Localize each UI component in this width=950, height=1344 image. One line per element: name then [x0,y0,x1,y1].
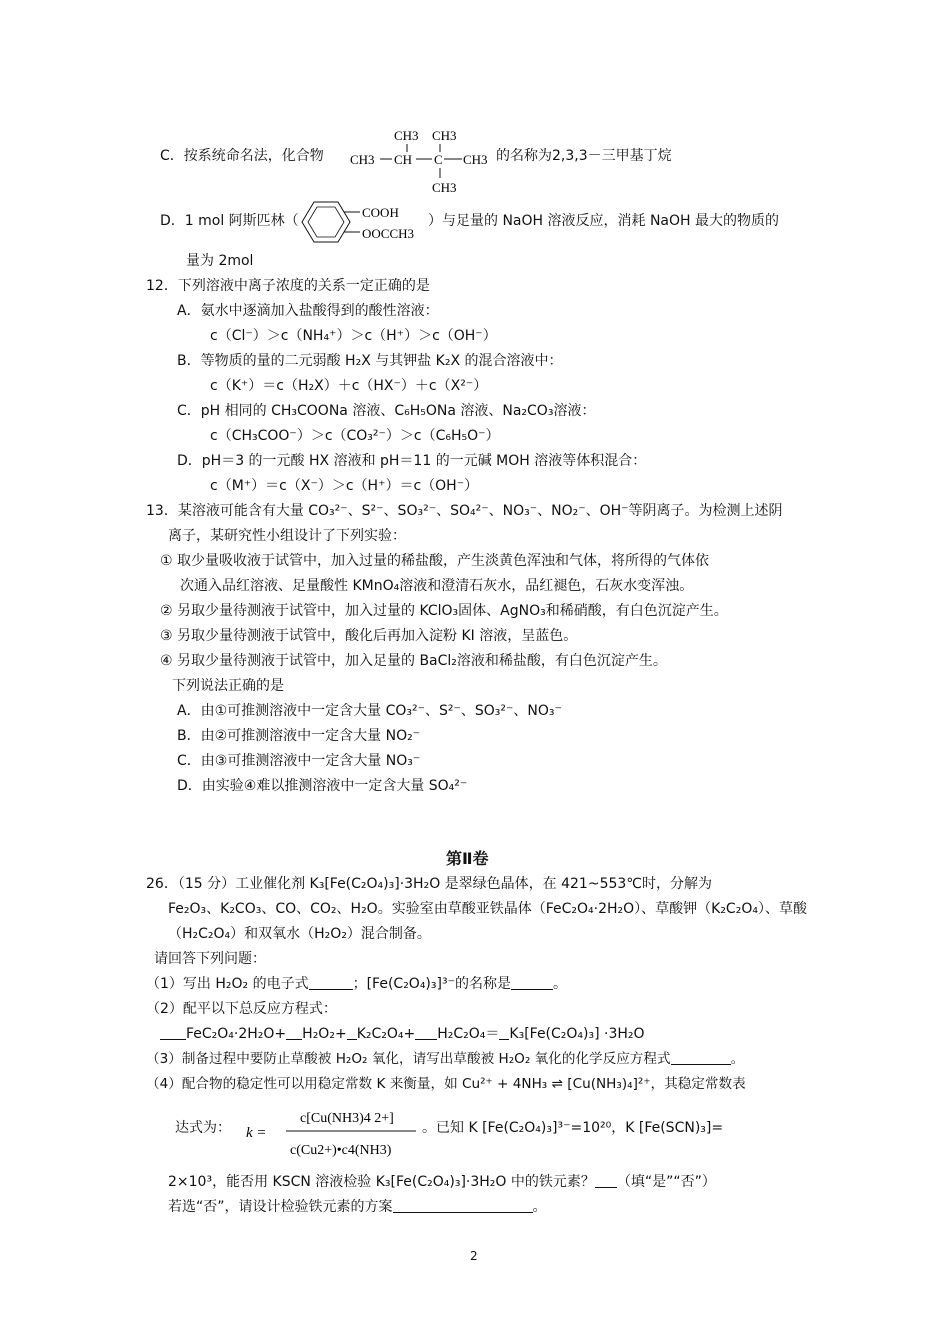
coef-blank-2[interactable] [286,1025,302,1040]
q11-option-d-text: D．1 mol 阿斯匹林（ [160,213,299,229]
q26-part2: （2）配平以下总反应方程式： [146,1001,337,1017]
q12-option-d-eq: c（M⁺）＝c（X⁻）＞c（H⁺）＝c（OH⁻） [210,478,479,494]
q13-option-a: A．由①可推测溶液中一定含大量 CO₃²⁻、S²⁻、SO₃²⁻、NO₃⁻ [177,703,562,719]
stability-constant-formula [244,1100,424,1162]
q26-balance-equation: FeC₂O₄·2H₂O+ H₂O₂+ K₂C₂O₄+ H₂C₂O₄＝ K₃[Fe(C₂O₄)₃] ·3H₂O [160,1024,645,1044]
q12-option-c-eq: c（CH₃COO⁻）＞c（CO₃²⁻）＞c（C₆H₅O⁻） [210,428,500,444]
q26-part4-line3: 若选“否”，请设计检验铁元素的方案 。 [168,1199,547,1215]
q13-exp1-line2: 次通入品红溶液、足量酸性 KMnO₄溶液和澄清石灰水，品红褪色，石灰水变浑浊。 [180,578,694,594]
page-number: 2 [470,1249,478,1263]
aspirin-structure [296,198,430,248]
q12-option-d: D．pH＝3 的一元酸 HX 溶液和 pH＝11 的一元碱 MOH 溶液等体积混合： [177,453,647,469]
q12-option-b: B．等物质的量的二元弱酸 H₂X 与其钾盐 K₂X 的混合溶液中： [177,353,563,369]
answer-blank-electron-formula[interactable] [309,975,353,990]
q26-part3: （3）制备过程中要防止草酸被 H₂O₂ 氧化，请写出草酸被 H₂O₂ 氧化的化学反应方程式 。 [146,1051,745,1067]
q26-line3: （H₂C₂O₄）和双氧水（H₂O₂）混合制备。 [168,926,431,942]
struct-ch3-left: CH3 [350,152,375,167]
q13-stem-line1: 13．某溶液可能含有大量 CO₃²⁻、S²⁻、SO₃²⁻、SO₄²⁻、NO₃⁻、NO₂⁻、OH⁻等阴离子。为检测上述阴 [146,503,783,519]
coef-blank-3[interactable] [347,1025,357,1040]
q12-stem: 12．下列溶液中离子浓度的关系一定正确的是 [146,278,430,294]
answer-blank-oxidation-equation[interactable] [671,1050,731,1065]
q12-option-a-eq: c（Cl⁻）＞c（NH₄⁺）＞c（H⁺）＞c（OH⁻） [210,328,497,344]
q11-option-d-tail: ）与足量的 NaOH 溶液反应，消耗 NaOH 最大的物质的 [428,213,779,229]
formula-k: k = [246,1125,267,1141]
q26-part1: （1）写出 H₂O₂ 的电子式 ；[Fe(C₂O₄)₃]³⁻的名称是 。 [146,976,567,992]
coef-blank-5[interactable] [499,1025,509,1040]
q12-option-a: A．氨水中逐滴加入盐酸得到的酸性溶液： [177,303,439,319]
q12-option-c: C．pH 相同的 CH₃COONa 溶液、C₆H₅ONa 溶液、Na₂CO₃溶液： [177,403,596,419]
answer-blank-iron-test-plan[interactable] [393,1198,533,1213]
struct-ch3-top1: CH3 [394,128,419,143]
q13-option-b: B．由②可推测溶液中一定含大量 NO₂⁻ [177,728,421,744]
q26-part4-expr-label: 达式为： [175,1120,231,1136]
q13-ask: 下列说法正确的是 [172,678,284,694]
formula-denominator: c(Cu2+)•c4(NH3) [290,1143,392,1158]
struct-ch3-top2: CH3 [432,128,457,143]
q13-exp4: ④ 另取少量待测液于试管中，加入足量的 BaCl₂溶液和稀盐酸，有白色沉淀产生。 [160,653,667,669]
q13-stem-line2: 离子，某研究性小组设计了下列实验： [168,528,406,544]
q26-line2: Fe₂O₃、K₂CO₃、CO、CO₂、H₂O。实验室由草酸亚铁晶体（FeC₂O₄·2H₂O）、草酸钾（K₂C₂O₄）、草酸 [168,901,807,917]
struct-ch3-right: CH3 [463,152,488,167]
q13-exp2: ② 另取少量待测液于试管中，加入过量的 KClO₃固体、AgNO₃和稀硝酸，有白色沉淀产生。 [160,603,728,619]
part2-title: 第Ⅱ卷 [446,849,489,868]
q11-option-c-tail: 的名称为2,3,3－三甲基丁烷 [496,148,672,164]
formula-numerator: c[Cu(NH3)4 2+] [300,1111,394,1126]
q12-option-b-eq: c（K⁺）＝c（H₂X）＋c（HX⁻）＋c（X²⁻） [210,378,488,394]
struct-ch3-bottom: CH3 [432,180,457,195]
q11-option-c-text: C．按系统命名法，化合物 [160,148,324,164]
q13-option-d: D．由实验④难以推测溶液中一定含大量 SO₄²⁻ [177,778,468,794]
q26-part4-known: 。已知 K [Fe(C₂O₄)₃]³⁻=10²⁰，K [Fe(SCN)₃]= [422,1120,724,1136]
q11-structural-formula [350,124,500,198]
aspirin-ester: OOCCH3 [362,226,415,241]
coef-blank-1[interactable] [160,1025,186,1040]
struct-ch: CH [394,152,413,167]
q13-option-c: C．由③可推测溶液中一定含大量 NO₃⁻ [177,753,421,769]
struct-c: C [434,152,443,167]
q26-ask: 请回答下列问题： [154,951,266,967]
q11-option-d-cont: 量为 2mol [186,253,254,269]
answer-blank-complex-name[interactable] [511,975,553,990]
q13-exp3: ③ 另取少量待测液于试管中，酸化后再加入淀粉 KI 溶液，呈蓝色。 [160,628,578,644]
q26-part4-line2: 2×10³，能否用 KSCN 溶液检验 K₃[Fe(C₂O₄)₃]·3H₂O 中的铁元素？ （填“是”“否”） [168,1174,716,1190]
aspirin-cooh: COOH [362,205,399,220]
q26-line1: 26．（15 分）工业催化剂 K₃[Fe(C₂O₄)₃]·3H₂O 是翠绿色晶体，在 421~553℃时，分解为 [146,876,713,892]
q26-part4-line1: （4）配合物的稳定性可以用稳定常数 K 来衡量，如 Cu²⁺ + 4NH₃ ⇌ [Cu(NH₃)₄]²⁺，其稳定常数表 [146,1076,746,1092]
q13-exp1-line1: ① 取少量吸收液于试管中，加入过量的稀盐酸，产生淡黄色浑浊和气体，将所得的气体依 [160,553,709,569]
answer-blank-yes-no[interactable] [595,1173,617,1188]
coef-blank-4[interactable] [415,1025,437,1040]
